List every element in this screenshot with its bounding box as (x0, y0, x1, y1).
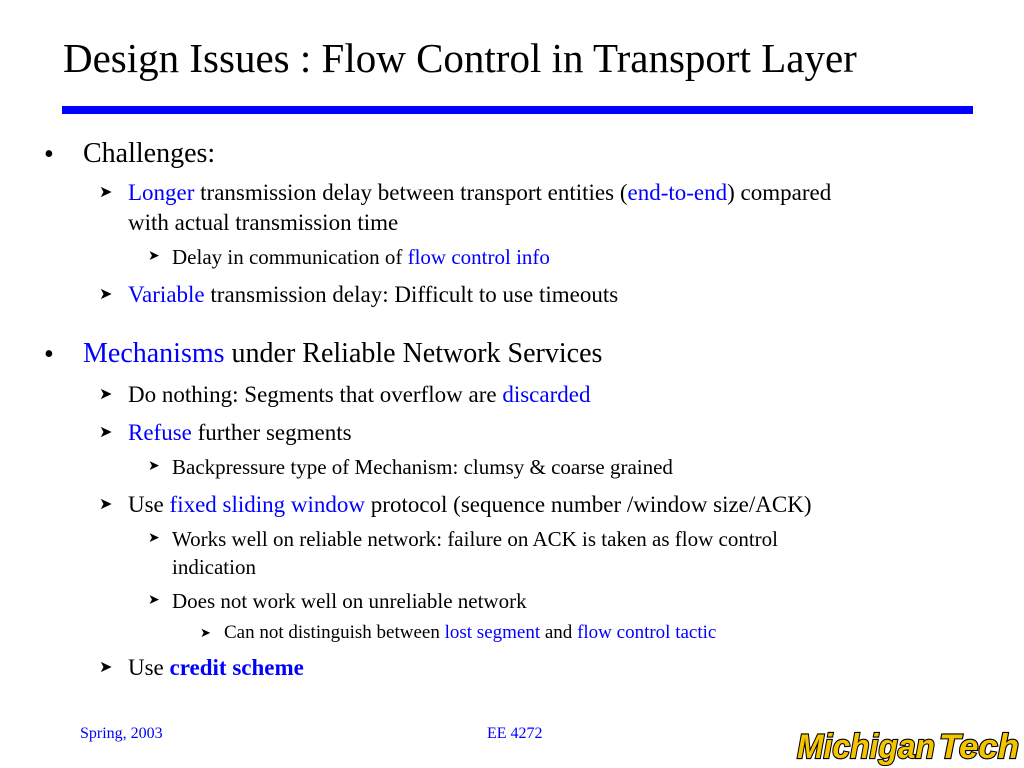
title-underline (62, 106, 973, 114)
bullet-distinguish: Can not distinguish between lost segment and flow control tactic (224, 622, 717, 643)
bullet-dot: • (44, 339, 54, 370)
arrow-bullet-icon: ➤ (99, 286, 113, 303)
svg-text:Tech: Tech (939, 728, 1019, 766)
arrow-bullet-icon: ➤ (200, 625, 211, 640)
bullet-longer: Longer transmission delay between transport entities (end-to-end) compared (128, 180, 832, 205)
arrow-bullet-icon: ➤ (148, 531, 160, 546)
bullet-do-nothing: Do nothing: Segments that overflow are discarded (128, 382, 591, 407)
bullet-backpressure: Backpressure type of Mechanism: clumsy & coarse grained (172, 455, 673, 479)
arrow-bullet-icon: ➤ (99, 424, 113, 441)
arrow-bullet-icon: ➤ (99, 496, 113, 513)
arrow-bullet-icon: ➤ (148, 459, 160, 474)
arrow-bullet-icon: ➤ (148, 593, 160, 608)
bullet-refuse: Refuse further segments (128, 420, 352, 445)
footer-date: Spring, 2003 (80, 725, 163, 742)
slide-title: Design Issues : Flow Control in Transport Layer (63, 35, 857, 81)
arrow-bullet-icon: ➤ (148, 249, 160, 264)
bullet-longer-line2: with actual transmission time (128, 210, 399, 235)
michigan-tech-logo (795, 722, 1023, 766)
arrow-bullet-icon: ➤ (99, 659, 113, 676)
bullet-works-well: Works well on reliable network: failure on ACK is taken as flow control (172, 527, 778, 551)
bullet-unreliable: Does not work well on unreliable network (172, 589, 527, 613)
bullet-variable: Variable transmission delay: Difficult to use timeouts (128, 282, 619, 307)
bullet-works-well-line2: indication (172, 555, 256, 579)
bullet-sliding-window: Use fixed sliding window protocol (sequence number /window size/ACK) (128, 492, 812, 517)
bullet-dot: • (44, 139, 54, 170)
arrow-bullet-icon: ➤ (99, 386, 113, 403)
bullet-mechanisms: Mechanisms under Reliable Network Services (83, 338, 603, 369)
footer-course: EE 4272 (487, 725, 543, 742)
bullet-credit-scheme: Use credit scheme (128, 655, 304, 680)
svg-text:Michigan: Michigan (797, 728, 935, 766)
arrow-bullet-icon: ➤ (99, 184, 113, 201)
bullet-challenges: Challenges: (83, 138, 216, 169)
bullet-delay-info: Delay in communication of flow control info (172, 245, 550, 269)
